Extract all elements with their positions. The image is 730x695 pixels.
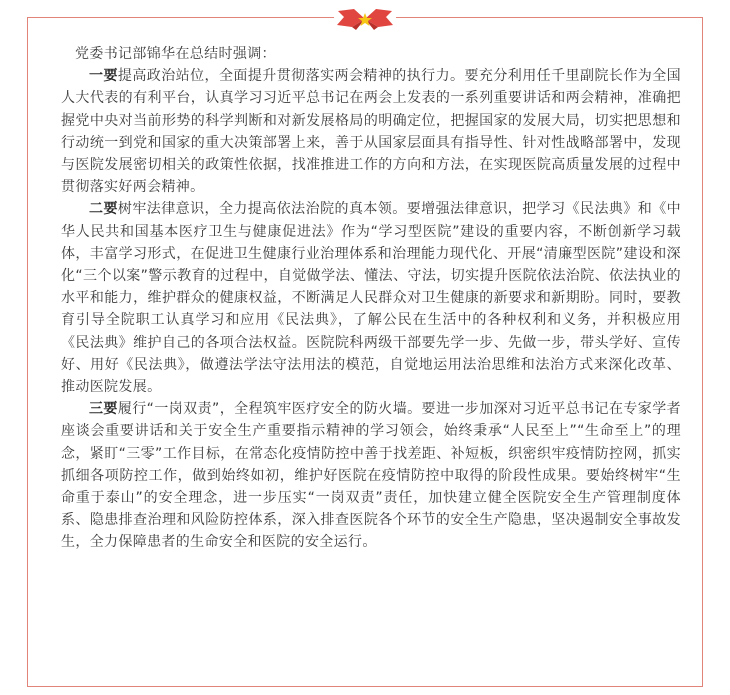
paragraph-1-lead: 一要 bbox=[89, 68, 118, 85]
paragraph-3 bbox=[61, 398, 681, 553]
red-bow-ornament-icon bbox=[334, 3, 396, 33]
article-body bbox=[61, 43, 681, 554]
paragraph-2-lead: 二要 bbox=[89, 201, 118, 218]
paragraph-3-lead: 三要 bbox=[89, 401, 118, 418]
paragraph-2 bbox=[61, 198, 681, 398]
paragraph-1 bbox=[61, 65, 681, 198]
paragraph-1-text: 提高政治站位，全面提升贯彻落实两会精神的执行力。要充分利用任千里副院长作为全国人大代表的有利平台，认真学习习近平总书记在两会上发表的一系列重要讲话和两会精神，准确把握党中央对当前形势的科学判断和对新发展格局的明确定位，把握国家的发展大局，切实把思想和行动统一到党和国家的重大决策部署上来，善于从国家层面具有指导性、针对性战略部署中，发现与医院发展密切相关的政策性依据，找准推进工作的方向和方法，在实现医院高质量发展的过程中贯彻落实好两会精神。 bbox=[61, 68, 681, 196]
paragraph-3-text: 履行“一岗双责”，全程筑牢医疗安全的防火墙。要进一步加深对习近平总书记在专家学者座谈会重要讲话和关于安全生产重要指示精神的学习领会，始终秉承“人民至上”“生命至上”的理念，紧盯“三零”工作目标，在常态化疫情防控中善于找差距、补短板，织密织牢疫情防控网，抓实抓细各项防控工作，做到始终如初，维护好医院在疫情防控中取得的阶段性成果。要始终树牢“生命重于泰山”的安全理念，进一步压实“一岗双责”责任，加快建立健全医院安全生产管理制度体系、隐患排查治理和风险防控体系，深入排查医院各个环节的安全生产隐患，坚决遏制安全事故发生，全力保障患者的生命安全和医院的安全运行。 bbox=[61, 401, 681, 551]
intro-line: 党委书记部锦华在总结时强调： bbox=[75, 46, 276, 62]
paragraph-2-text: 树牢法律意识，全力提高依法治院的真本领。要增强法律意识，把学习《民法典》和《中华人民共和国基本医疗卫生与健康促进法》作为“学习型医院”建设的重要内容，不断创新学习载体，丰富学习形式，在促进卫生健康行业治理体系和治理能力现代化、开展“清廉型医院”建设和深化“三个以案”警示教育的过程中，自觉做学法、懂法、守法，切实提升医院依法治院、依法执业的水平和能力，维护群众的健康权益，不断满足人民群众对卫生健康的新要求和新期盼。同时，要教育引导全院职工认真学习和应用《民法典》，了解公民在生活中的各种权利和义务，并积极应用《民法典》维护自己的各项合法权益。医院院科两级干部要先学一步、先做一步，带头学好、宣传好、用好《民法典》，做遵法学法守法用法的模范，自觉地运用法治思维和法治方式来深化改革、推动医院发展。 bbox=[61, 201, 681, 396]
